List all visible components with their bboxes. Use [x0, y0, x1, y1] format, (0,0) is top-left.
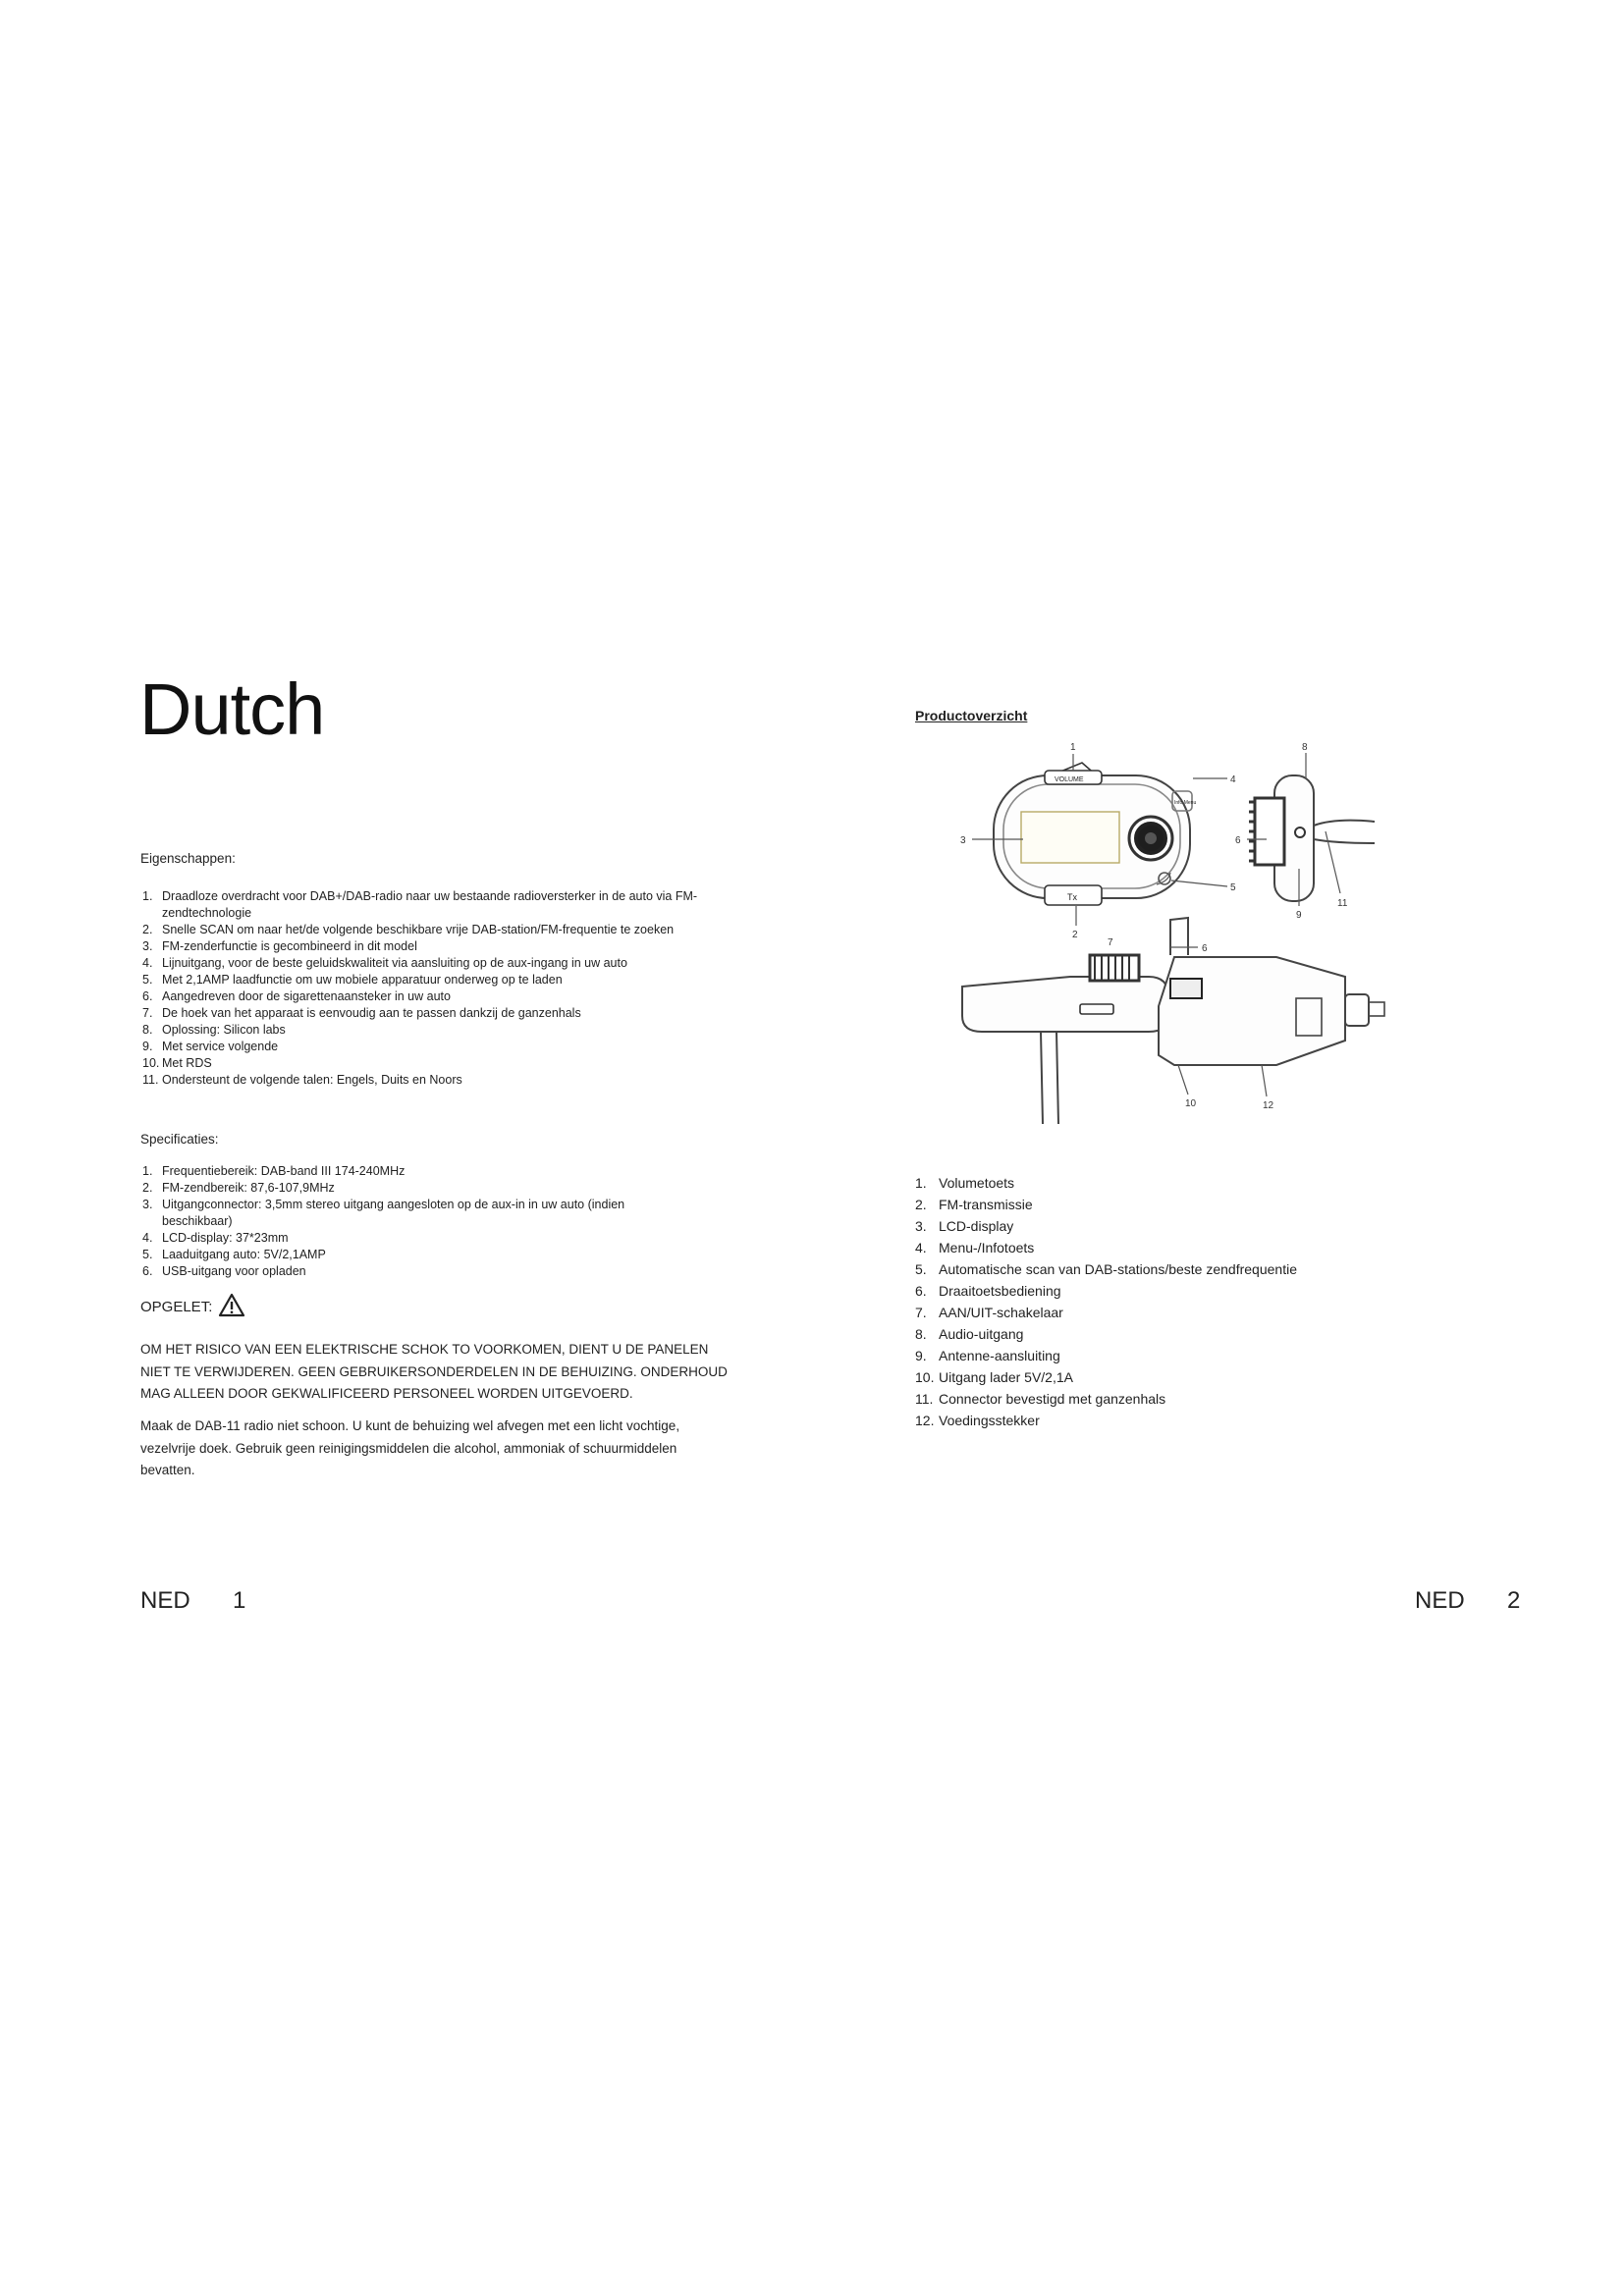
callout-3: 3	[960, 835, 966, 846]
callout-6: 6	[1235, 835, 1241, 846]
page-title: Dutch	[139, 668, 325, 750]
footer-label: NED	[140, 1587, 190, 1614]
parts-list	[915, 1172, 1426, 1431]
list-item: 9. Met service volgende	[142, 1040, 279, 1053]
specs-list	[142, 1163, 692, 1280]
volume-label: VOLUME	[1055, 776, 1084, 783]
cleaning-text: Maak de DAB-11 radio niet schoon. U kunt de behuizing wel afvegen met een licht vochtige, vezelvrije doek. Gebruik geen reinigingsmiddelen die alcohol, ammoniak of schuurmiddelen bevatten.	[140, 1418, 680, 1477]
gooseneck-side	[1314, 821, 1375, 843]
list-item: 5. Laaduitgang auto: 5V/2,1AMP	[142, 1248, 326, 1261]
callout-6-lower: 6	[1202, 943, 1208, 954]
footer-label: NED	[1415, 1587, 1465, 1614]
list-item: 6. Draaitoetsbediening	[915, 1283, 1061, 1299]
list-item: 4. LCD-display: 37*23mm	[142, 1231, 289, 1245]
page-number: 2	[1507, 1587, 1521, 1614]
gooseneck-lower	[1041, 1032, 1058, 1124]
features-heading: Eigenschappen:	[140, 851, 236, 866]
list-item: 5. Automatische scan van DAB-stations/beste zendfrequentie	[915, 1261, 1297, 1277]
list-item: 3. LCD-display	[915, 1218, 1014, 1234]
footer-right	[1415, 1587, 1520, 1615]
list-item: 2. FM-transmissie	[915, 1197, 1033, 1212]
gooseneck-upper	[1170, 918, 1188, 955]
warning-heading	[140, 1293, 245, 1321]
list-item: 4. Lijnuitgang, voor de beste geluidskwaliteit via aansluiting op de aux-ingang in uw auto	[142, 956, 627, 970]
list-item: 1. Volumetoets	[915, 1175, 1015, 1191]
warning-label: OPGELET:	[140, 1299, 213, 1315]
warning-text: OM HET RISICO VAN EEN ELEKTRISCHE SCHOK TO VOORKOMEN, DIENT U DE PANELEN NIET TE VERWIJDEREN. GEEN GEBRUIKERSONDERDELEN IN DE BEHUIZING. ONDERHOUD MAG ALLEEN DOOR GEKWALIFICEERD PERSONEEL WORDEN UITGEVOERD.	[140, 1342, 728, 1401]
callout-4: 4	[1230, 774, 1236, 785]
callout-2: 2	[1072, 930, 1078, 940]
callout-7: 7	[1108, 937, 1113, 948]
list-item: 7. AAN/UIT-schakelaar	[915, 1305, 1063, 1320]
specs-heading: Specificaties:	[140, 1132, 219, 1147]
list-item: 3. FM-zenderfunctie is gecombineerd in dit model	[142, 939, 417, 953]
callout-10: 10	[1185, 1098, 1197, 1109]
list-item: 2. FM-zendbereik: 87,6-107,9MHz	[142, 1181, 335, 1195]
page-number: 1	[233, 1587, 246, 1614]
list-item: 8. Oplossing: Silicon labs	[142, 1023, 286, 1037]
product-diagram	[943, 741, 1394, 1124]
list-item: 1. Frequentiebereik: DAB-band III 174-240MHz	[142, 1164, 406, 1178]
list-item: 8. Audio-uitgang	[915, 1326, 1024, 1342]
list-item: 11. Ondersteunt de volgende talen: Engels, Duits en Noors	[142, 1073, 462, 1087]
list-item: 7. De hoek van het apparaat is eenvoudig aan te passen dankzij de ganzenhals	[142, 1006, 581, 1020]
car-plug-body	[1159, 957, 1345, 1065]
list-item: 6. USB-uitgang voor opladen	[142, 1264, 306, 1278]
lcd-display	[1021, 812, 1119, 863]
features-list	[142, 888, 717, 1089]
list-item: 6. Aangedreven door de sigarettenaansteker in uw auto	[142, 989, 451, 1003]
footer-left	[140, 1587, 245, 1615]
list-item: 4. Menu-/Infotoets	[915, 1240, 1035, 1255]
callout-9: 9	[1296, 910, 1302, 921]
list-item: 3. Uitgangconnector: 3,5mm stereo uitgang aangesloten op de aux-in in uw auto (indien beschikbaar)	[142, 1198, 625, 1228]
list-item: 2. Snelle SCAN om naar het/de volgende beschikbare vrije DAB-station/FM-frequentie te zoeken	[142, 923, 675, 936]
list-item: 9. Antenne-aansluiting	[915, 1348, 1060, 1363]
list-item: 11. Connector bevestigd met ganzenhals	[915, 1391, 1166, 1407]
tx-label: Tx	[1067, 892, 1077, 902]
callout-11: 11	[1337, 898, 1348, 909]
device-mount-body	[962, 977, 1168, 1032]
warning-triangle-icon	[218, 1293, 245, 1321]
list-item: 5. Met 2,1AMP laadfunctie om uw mobiele apparatuur onderweg op te laden	[142, 973, 563, 987]
callout-8: 8	[1302, 742, 1308, 753]
callout-1: 1	[1070, 742, 1076, 753]
product-overview-heading: Productoverzicht	[915, 708, 1028, 723]
list-item: 12. Voedingsstekker	[915, 1413, 1040, 1428]
list-item: 10. Met RDS	[142, 1056, 212, 1070]
list-item: 10. Uitgang lader 5V/2,1A	[915, 1369, 1073, 1385]
list-item: 1. Draadloze overdracht voor DAB+/DAB-radio naar uw bestaande radioversterker in de auto via FM-zendtechnologie	[142, 889, 698, 920]
usb-port	[1170, 979, 1202, 998]
info-menu-label: Info Menu	[1174, 800, 1197, 806]
callout-12: 12	[1263, 1100, 1274, 1111]
callout-5: 5	[1230, 882, 1236, 893]
